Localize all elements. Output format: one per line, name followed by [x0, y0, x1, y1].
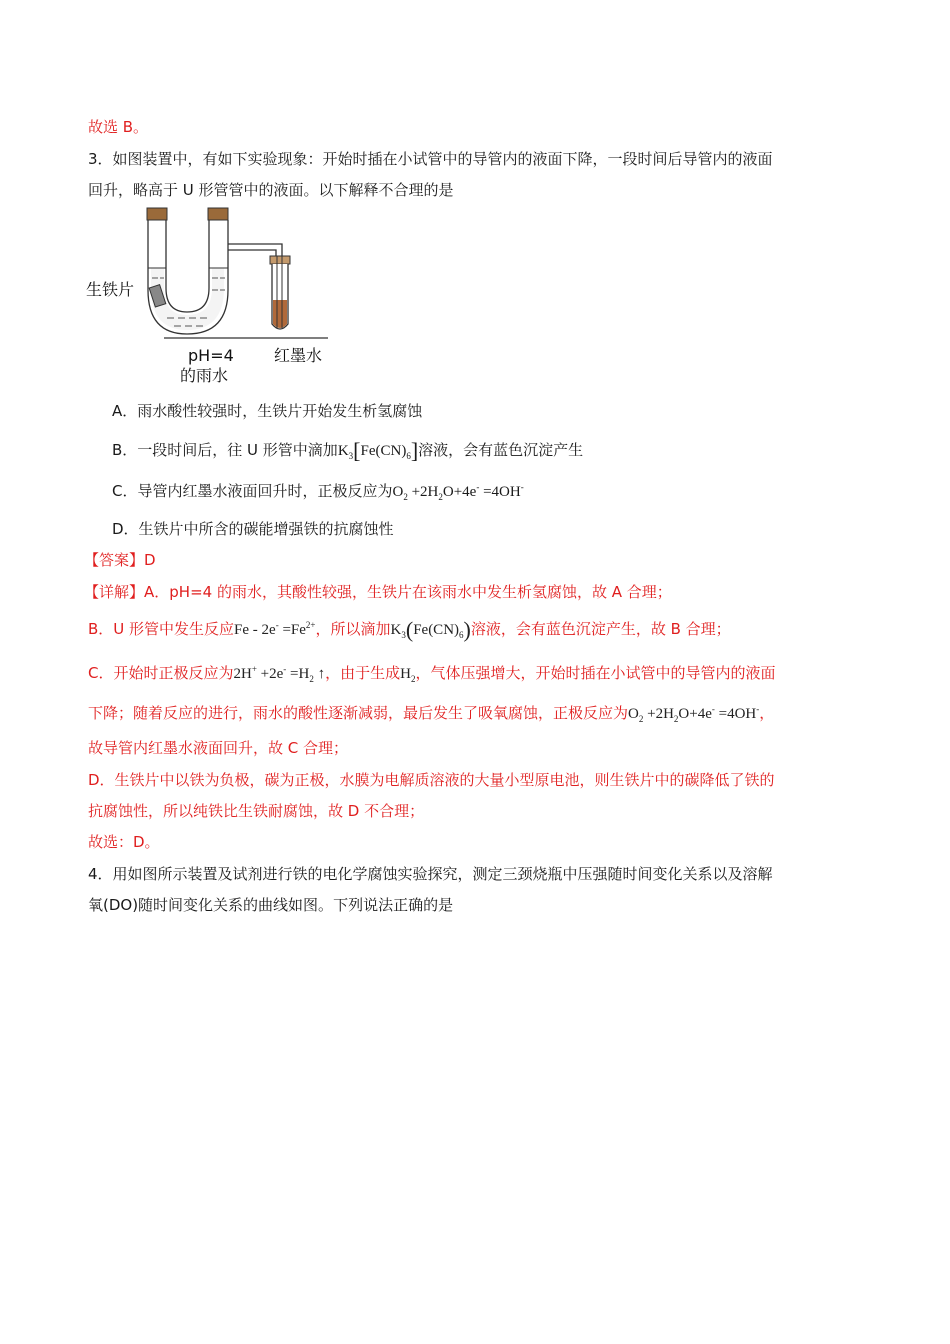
label-ph: pH=4: [188, 346, 234, 365]
q3-option-b-pre: B．一段时间后，往 U 形管中滴加: [112, 441, 338, 459]
detail-c2-pre: 下降；随着反应的进行，雨水的酸性逐渐减弱，最后发生了吸氧腐蚀，正极反应为: [88, 704, 629, 722]
formula-k3fecn6-2: $K_3(Fe(CN)_6)$: [390, 617, 471, 642]
q3-detail-b: [88, 619, 731, 640]
right-stopper: [208, 208, 228, 220]
q3-option-b-post: 溶液，会有蓝色沉淀产生: [418, 441, 584, 459]
q3-option-b: [112, 440, 583, 461]
detail-b-pre: B．U 形管中发生反应: [88, 620, 235, 638]
q3-option-a: A．雨水酸性较强时，生铁片开始发生析氢腐蚀: [112, 402, 423, 420]
detail-a-text: A．pH=4 的雨水，其酸性较强，生铁片在该雨水中发生析氢腐蚀，故 A 合理；: [144, 583, 672, 601]
formula-h2-evolution: $2H^+ +2e^- =H_2$ ↑: [233, 664, 326, 684]
q3-option-d: D．生铁片中所含的碳能增强铁的抗腐蚀性: [112, 520, 394, 538]
q3-figure: [84, 206, 344, 386]
detail-b-mid: ，所以滴加: [315, 620, 391, 638]
formula-k3fecn6: $K_3[Fe(CN)_6]$: [337, 438, 419, 463]
q3-text-line2: 回升，略高于 U 形管管中的液面。以下解释不合理的是: [88, 181, 454, 199]
detail-c1-post: ，气体压强增大，开始时插在小试管中的导管内的液面: [415, 664, 776, 682]
detail-label: 【详解】: [84, 583, 145, 601]
q3-detail-c3: 故导管内红墨水液面回升，故 C 合理；: [88, 739, 349, 757]
previous-answer: 故选 B。: [88, 118, 149, 136]
q3-answer: [84, 550, 156, 570]
q3-detail-d1: D．生铁片中以铁为负极，碳为正极，水膜为电解质溶液的大量小型原电池，则生铁片中的碳降低了铁的: [88, 771, 775, 789]
q3-detail-a: [84, 582, 672, 602]
left-stopper: [147, 208, 167, 220]
detail-b-post: 溶液，会有蓝色沉淀产生，故 B 合理；: [470, 620, 731, 638]
label-rainwater: 的雨水: [180, 366, 229, 385]
answer-label: 【答案】: [84, 551, 145, 569]
q4-text-line1: 4．用如图所示装置及试剂进行铁的电化学腐蚀实验探究，测定三颈烧瓶中压强随时间变化关系以及溶解: [88, 865, 773, 883]
q3-text-line1: 3．如图装置中，有如下实验现象：开始时插在小试管中的导管内的液面下降，一段时间后导管内的液面: [88, 150, 773, 168]
detail-c1-mid: ，由于生成: [325, 664, 401, 682]
answer-value: D: [144, 551, 156, 569]
q3-option-c-pre: C．导管内红墨水液面回升时，正极反应为: [112, 482, 393, 500]
q3-option-c: [112, 481, 524, 502]
formula-o2-reduction-2: $O_2 +2H_2O+4e^- =4OH^-$: [628, 704, 760, 724]
detail-c1-pre: C．开始时正极反应为: [88, 664, 234, 682]
label-iron-strip: 生铁片: [86, 280, 135, 299]
detail-c2-post: ，: [759, 704, 775, 722]
q3-detail-c1: [88, 663, 775, 684]
formula-o2-reduction: $O_2 +2H_2O+4e^- =4OH^-$: [392, 482, 524, 502]
q3-conclusion: 故选：D。: [88, 833, 160, 851]
q3-detail-c2: [88, 703, 774, 724]
formula-fe-oxidation: $Fe - 2e^- =Fe^{2+}$: [234, 620, 316, 638]
q4-text-line2: 氧(DO)随时间变化关系的曲线如图。下列说法正确的是: [88, 896, 454, 914]
red-ink: [273, 300, 287, 328]
q3-detail-d2: 抗腐蚀性，所以纯铁比生铁耐腐蚀，故 D 不合理；: [88, 802, 425, 820]
formula-h2: $H_2$: [400, 666, 416, 684]
label-red-ink: 红墨水: [274, 346, 323, 365]
